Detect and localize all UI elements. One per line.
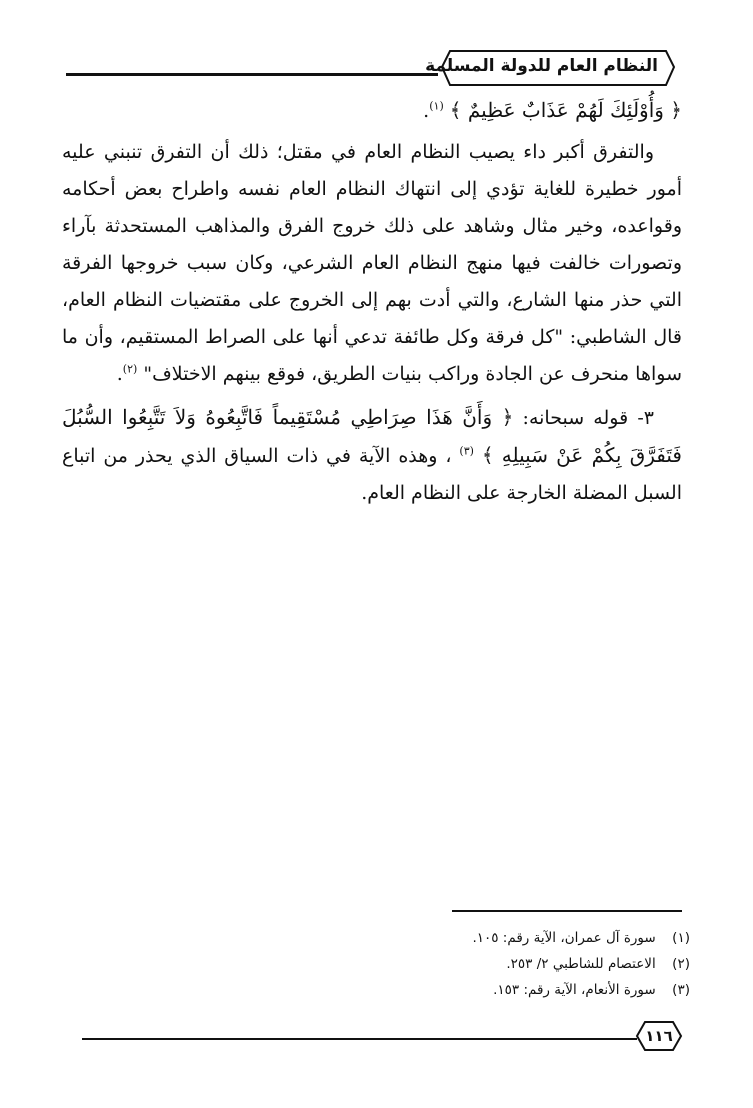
footnote-item	[300, 977, 690, 1003]
footnote-text: سورة الأنعام، الآية رقم: ١٥٣.	[493, 982, 656, 998]
footnote-item	[300, 925, 690, 951]
footnote-item	[300, 951, 690, 977]
footnote-ref-3: (٣)	[459, 444, 474, 458]
page-number: ١١٦	[645, 1027, 673, 1045]
footnote-ref-1: (١)	[429, 99, 444, 113]
quran-verse: ﴿ وَأُوْلَئِكَ لَهُمْ عَذَابٌ عَظِيمٌ ﴾	[449, 98, 682, 122]
header-rule	[66, 73, 438, 76]
quran-verse-2: ﴿ وَأَنَّ هَذَا صِرَاطِي مُسْتَقِيماً فَاتَّبِعُوهُ وَلاَ تَتَّبِعُوا السُّبُلَ فَتَفَرَّقَ بِكُمْ عَنْ سَبِيلِهِ ﴾	[62, 405, 682, 467]
footer-rule	[82, 1038, 637, 1040]
body-text	[62, 92, 682, 512]
paragraph-dispersion: والتفرق أكبر داء يصيب النظام العام في مقتل؛ ذلك أن التفرق تنبني عليه أمور خطيرة للغاية تؤدي إلى انتهاك النظام العام نفسه واطراح بعض أحكامه وقواعده، وخير مثال وشاهد على ذلك خروج الفرق والمذاهب المستحدثة بآراء وتصورات خالفت فيها منهج النظام العام الشرعي، وكان سبب خروجها الفرقة التي حذر منها الشارع، والتي أدت بهم إلى الخروج على مقتضيات النظام العام، قال الشاطبي: "كل فرقة وكل طائفة تدعي أنها على الصراط المستقيم، وأن ما سواها منحرف عن الجادة وراكب بنيات الطريق، فوقع بينهم الاختلاف" $^{(٢)}$.	[62, 141, 682, 385]
footnote-text: الاعتصام للشاطبي ٢/ ٢٥٣.	[506, 956, 656, 972]
verse-end-period: .	[423, 100, 430, 122]
footnotes	[300, 925, 690, 1003]
page-number-badge	[635, 1019, 683, 1053]
footnote-text: سورة آل عمران، الآية رقم: ١٠٥.	[472, 930, 656, 946]
paragraph-item-3	[62, 399, 682, 512]
verse-ending-line	[62, 92, 682, 130]
paragraph-text: والتفرق أكبر داء يصيب النظام العام في مقتل؛ ذلك أن التفرق تنبني عليه أمور خطيرة للغاية تؤدي إلى انتهاك النظام العام نفسه واطراح بعض أحكامه وقواعده، وخير مثال وشاهد على ذلك خروج الفرق والمذاهب المستحدثة بآراء وتصورات خالفت فيها منهج النظام العام الشرعي، وكان سبب خروجها الفرقة التي حذر منها الشارع، والتي أدت بهم إلى الخروج على مقتضيات النظام العام، قال الشاطبي: "كل فرقة وكل طائفة تدعي أنها على الصراط المستقيم، وأن ما سواها منحرف عن الجادة وراكب بنيات الطريق، فوقع بينهم الاختلاف"	[62, 141, 682, 385]
item3-text: ، وهذه الآية في ذات السياق الذي يحذر من اتباع السبل المضلة الخارجة على النظام العام.	[62, 445, 682, 504]
item3-lead: ٣- قوله سبحانه:	[513, 407, 654, 429]
footnote-number: (٣)	[672, 982, 690, 998]
footnote-number: (٢)	[672, 956, 690, 972]
footnote-separator	[452, 910, 682, 912]
footnote-number: (١)	[672, 930, 690, 946]
footnote-ref-2: (٢)	[122, 362, 138, 376]
running-header-title: النظام العام للدولة المسلمة	[425, 56, 658, 76]
header-title-box	[425, 45, 676, 89]
